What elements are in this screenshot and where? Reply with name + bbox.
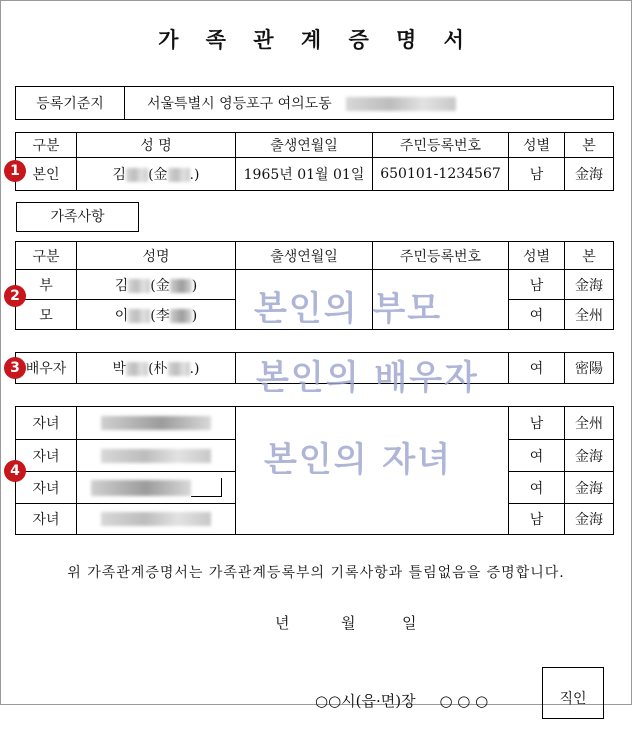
certification-text: 위 가족관계증명서는 가족관계등록부의 기록사항과 틀림없음을 증명합니다. (67, 565, 565, 581)
redaction-box (191, 478, 222, 497)
self-rrn: 650101-1234567 (373, 158, 509, 191)
badge-3: 3 (4, 357, 26, 379)
self-name: 김 (金 .) (77, 158, 236, 191)
date-year: 년 (275, 614, 290, 632)
family-header-gender: 성별 (509, 242, 565, 270)
family-header-origin: 본 (565, 242, 614, 270)
redacted-address (346, 97, 456, 111)
child-4-origin: 金海 (565, 504, 614, 535)
self-birth: 1965년 01월 01일 (236, 158, 373, 191)
father-name: 김 (金 ) (77, 270, 236, 300)
self-header-origin: 본 (565, 133, 614, 158)
family-header-rrn: 주민등록번호 (373, 242, 509, 270)
child-1-name (77, 407, 236, 440)
child-2-origin: 金海 (565, 440, 614, 472)
child-3-type: 자녀 (16, 472, 77, 504)
redacted-name (126, 168, 148, 182)
family-section-label: 가족사항 (16, 202, 139, 232)
father-type: 부 (16, 270, 77, 300)
child-4-name (77, 504, 236, 535)
self-header-birth: 출생연월일 (236, 133, 373, 158)
date-day: 일 (402, 614, 417, 632)
spouse-type: 배우자 (16, 353, 77, 384)
self-header-gender: 성별 (509, 133, 565, 158)
child-2-name (77, 440, 236, 472)
child-4-type: 자녀 (16, 504, 77, 535)
redacted-name (128, 279, 150, 293)
redacted-name (128, 309, 150, 323)
child-2-type: 자녀 (16, 440, 77, 472)
child-4-gender: 남 (509, 504, 565, 535)
redacted-name (126, 362, 148, 376)
registry-address: 서울특별시 영등포구 여의도동 (125, 87, 614, 120)
overlay-children: 본인의 자녀 (264, 440, 453, 480)
self-gender: 남 (509, 158, 565, 191)
self-header-type: 구분 (16, 133, 77, 158)
child-3-name (77, 472, 236, 504)
child-1-type: 자녀 (16, 407, 77, 440)
child-3-gender: 여 (509, 472, 565, 504)
official-seal: 직인 (542, 667, 604, 719)
self-table (15, 132, 614, 191)
badge-2: 2 (4, 285, 26, 307)
issuer: ○○시(읍·면)장 ○ ○ ○ (315, 692, 489, 710)
redacted-hanja (168, 168, 190, 182)
mother-type: 모 (16, 300, 77, 330)
child-2-gender: 여 (509, 440, 565, 472)
self-type: 본인 (16, 158, 77, 191)
family-header-birth: 출생연월일 (236, 242, 373, 270)
father-origin: 金海 (565, 270, 614, 300)
badge-4: 4 (4, 460, 26, 482)
self-origin: 金海 (565, 158, 614, 191)
mother-gender: 여 (509, 300, 565, 330)
redacted-name (101, 449, 211, 463)
spouse-origin: 密陽 (565, 353, 614, 384)
overlay-spouse: 본인의 배우자 (256, 358, 479, 398)
overlay-parents: 본인의 부모 (254, 289, 443, 329)
spouse-gender: 여 (509, 353, 565, 384)
badge-1: 1 (4, 160, 26, 182)
mother-origin: 全州 (565, 300, 614, 330)
self-header-name: 성 명 (77, 133, 236, 158)
registry-label: 등록기준지 (16, 87, 125, 120)
redacted-name (101, 416, 211, 430)
spouse-name: 박 (朴 .) (77, 353, 236, 384)
child-3-origin: 金海 (565, 472, 614, 504)
redacted-hanja (170, 309, 192, 323)
child-1-origin: 全州 (565, 407, 614, 440)
family-header-name: 성명 (77, 242, 236, 270)
redacted-hanja (168, 362, 190, 376)
mother-name: 이 (李 ) (77, 300, 236, 330)
registry-table (15, 86, 614, 120)
date-month: 월 (341, 614, 356, 632)
redacted-name (91, 480, 191, 496)
redacted-hanja (170, 279, 192, 293)
family-header-type: 구분 (16, 242, 77, 270)
child-1-gender: 남 (509, 407, 565, 440)
document-title: 가 족 관 계 증 명 서 (158, 27, 474, 52)
redacted-name (101, 512, 211, 526)
father-gender: 남 (509, 270, 565, 300)
self-header-rrn: 주민등록번호 (373, 133, 509, 158)
